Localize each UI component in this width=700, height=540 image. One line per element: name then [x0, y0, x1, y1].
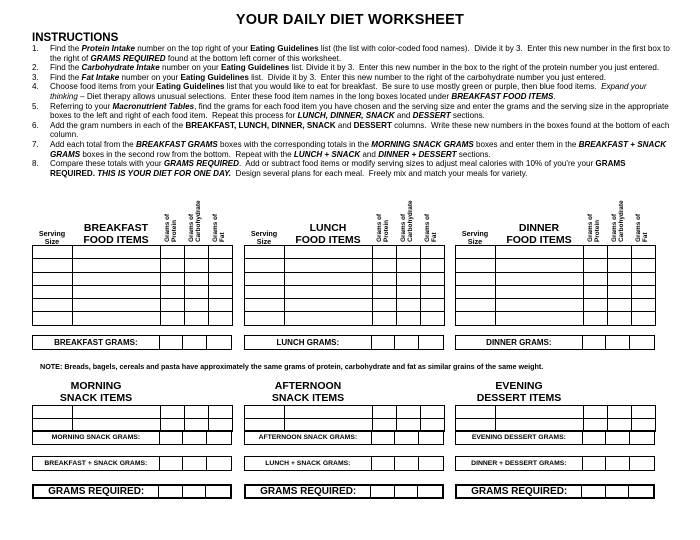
- fat-cell[interactable]: [632, 406, 656, 419]
- snack-total-row-evening: [455, 430, 655, 445]
- instruction-item: [32, 140, 672, 159]
- carb-cell[interactable]: [185, 312, 209, 325]
- carb-cell[interactable]: [397, 406, 421, 419]
- serving-size-cell[interactable]: [33, 259, 73, 272]
- table-row: [456, 285, 656, 298]
- carb-cell[interactable]: [608, 259, 632, 272]
- meal-table-dinner: [455, 245, 656, 326]
- protein-total-cell[interactable]: [583, 431, 607, 444]
- carb-cell[interactable]: [608, 312, 632, 325]
- meal-title-dinner: [495, 222, 583, 246]
- carb-cell[interactable]: [185, 246, 209, 259]
- protein-cell[interactable]: [584, 272, 608, 285]
- carb-cell[interactable]: [397, 272, 421, 285]
- fat-cell[interactable]: [421, 406, 445, 419]
- grams-protein-header: [587, 214, 601, 242]
- carb-total-cell[interactable]: [183, 336, 207, 349]
- grams-fat-header: [635, 214, 649, 242]
- combined-total-row-afternoon: [244, 456, 444, 471]
- snack-title-line2: SNACK ITEMS: [271, 392, 345, 404]
- grams-of-label: Grams of: [164, 213, 171, 242]
- table-row: [33, 259, 233, 272]
- meal-title-breakfast: [72, 222, 160, 246]
- fat-cell[interactable]: [209, 285, 233, 298]
- fat-cell[interactable]: [632, 312, 656, 325]
- table-row: [245, 246, 445, 259]
- snack-title-line2: DESSERT ITEMS: [476, 392, 562, 404]
- food-item-cell[interactable]: [73, 285, 161, 298]
- carb-required-cell[interactable]: [183, 486, 207, 497]
- food-item-cell[interactable]: [73, 272, 161, 285]
- fat-required-cell[interactable]: [629, 486, 653, 497]
- snack-title-line1: MORNING: [70, 380, 122, 392]
- fat-cell[interactable]: [632, 285, 656, 298]
- table-row: [245, 312, 445, 325]
- grams-required-row-afternoon: [244, 484, 444, 499]
- food-item-cell[interactable]: [496, 272, 584, 285]
- carb-required-cell[interactable]: [395, 486, 419, 497]
- fat-cell[interactable]: [209, 272, 233, 285]
- protein-combined-cell[interactable]: [372, 457, 396, 470]
- nutrient-label: Protein: [383, 219, 390, 242]
- fat-total-cell[interactable]: [419, 336, 443, 349]
- instruction-text: Find the Protein Intake number on the top right of your Eating Guidelines list (the list with color-coded food names). Divide it by 3. Enter this new number in the first box to the right of GRAMS REQUIRED found at the bottom left corner of this worksheet.: [50, 44, 670, 63]
- fat-cell[interactable]: [421, 272, 445, 285]
- protein-cell[interactable]: [584, 312, 608, 325]
- meal-title-line2: FOOD ITEMS: [295, 234, 361, 246]
- protein-cell[interactable]: [373, 285, 397, 298]
- snack-total-row-afternoon: [244, 430, 444, 445]
- protein-cell[interactable]: [161, 246, 185, 259]
- meal-title-line2: FOOD ITEMS: [506, 234, 572, 246]
- fat-combined-cell[interactable]: [630, 457, 654, 470]
- meal-title-lunch: [284, 222, 372, 246]
- snack-title-evening: [455, 380, 583, 404]
- instruction-number: 6.: [32, 120, 39, 130]
- food-item-cell[interactable]: [496, 285, 584, 298]
- instruction-item: [32, 121, 672, 140]
- serving-size-header: [244, 230, 284, 246]
- fat-total-cell[interactable]: [630, 431, 654, 444]
- table-row: [33, 272, 233, 285]
- serving-size-cell[interactable]: [456, 246, 496, 259]
- table-row: [33, 285, 233, 298]
- instruction-item: [32, 63, 672, 73]
- protein-cell[interactable]: [373, 312, 397, 325]
- meal-title-line2: FOOD ITEMS: [83, 234, 149, 246]
- protein-cell[interactable]: [584, 285, 608, 298]
- fat-cell[interactable]: [209, 406, 233, 419]
- table-row: [456, 272, 656, 285]
- note-text: NOTE: Breads, bagels, cereals and pasta have approximately the same grams of protein, carbohydrate and fat as similar grains of the same weight.: [40, 362, 544, 371]
- instruction-item: [32, 73, 672, 83]
- food-item-cell[interactable]: [496, 259, 584, 272]
- protein-total-cell[interactable]: [372, 336, 396, 349]
- instruction-number: 7.: [32, 139, 39, 149]
- instruction-number: 8.: [32, 159, 39, 169]
- protein-required-cell[interactable]: [582, 486, 606, 497]
- meal-total-row-breakfast: [32, 335, 232, 350]
- carb-cell[interactable]: [185, 285, 209, 298]
- carb-cell[interactable]: [608, 246, 632, 259]
- serving-size-label: Serving: [250, 229, 278, 238]
- food-item-cell[interactable]: [285, 259, 373, 272]
- protein-cell[interactable]: [373, 259, 397, 272]
- instruction-text: Choose food items from your Eating Guidelines list that you would like to eat for breakfast. Be sure to use mostly green or purple, then blue food items. Expand your thinking – Diet therapy allows unusual selections. Enter these food item names in the long boxes located under BREAKFAST FOOD ITEMS.: [50, 82, 647, 101]
- serving-size-cell[interactable]: [456, 259, 496, 272]
- fat-required-cell[interactable]: [418, 486, 442, 497]
- serving-size-cell[interactable]: [456, 299, 496, 312]
- grams-of-label: Grams of: [424, 213, 431, 242]
- food-item-cell[interactable]: [285, 299, 373, 312]
- food-item-cell[interactable]: [285, 312, 373, 325]
- nutrient-label: Protein: [594, 219, 601, 242]
- instruction-item: [32, 82, 672, 101]
- grams-required-row-morning: [32, 484, 232, 499]
- grams-of-label: Grams of: [587, 213, 594, 242]
- table-row: [456, 312, 656, 325]
- protein-cell[interactable]: [584, 299, 608, 312]
- carb-required-cell[interactable]: [606, 486, 630, 497]
- size-label: Size: [256, 237, 272, 246]
- table-row: [33, 299, 233, 312]
- table-row: [456, 299, 656, 312]
- fat-cell[interactable]: [632, 299, 656, 312]
- table-row: [245, 272, 445, 285]
- protein-total-cell[interactable]: [160, 336, 184, 349]
- serving-size-header: [32, 230, 72, 246]
- serving-size-cell[interactable]: [33, 285, 73, 298]
- serving-size-cell[interactable]: [245, 299, 285, 312]
- carb-combined-cell[interactable]: [606, 457, 630, 470]
- grams-required-label: GRAMS REQUIRED:: [246, 486, 371, 497]
- serving-size-cell[interactable]: [456, 312, 496, 325]
- instruction-number: 1.: [32, 44, 39, 53]
- combined-total-label: DINNER + DESSERT GRAMS:: [456, 457, 583, 470]
- carb-cell[interactable]: [608, 406, 632, 419]
- snack-total-label: MORNING SNACK GRAMS:: [33, 431, 160, 444]
- table-row: [33, 312, 233, 325]
- snack-total-label: AFTERNOON SNACK GRAMS:: [245, 431, 372, 444]
- snack-total-row-morning: [32, 430, 232, 445]
- fat-total-cell[interactable]: [419, 431, 443, 444]
- size-label: Size: [44, 237, 60, 246]
- snack-table-evening: [455, 405, 656, 432]
- serving-size-cell[interactable]: [456, 406, 496, 419]
- carb-total-cell[interactable]: [395, 336, 419, 349]
- fat-total-cell[interactable]: [207, 336, 231, 349]
- instruction-text: Find the Fat Intake number on your Eating Guidelines list. Divide it by 3. Enter this new number to the right of the carbohydrate number you just entered.: [50, 72, 607, 82]
- fat-cell[interactable]: [632, 259, 656, 272]
- nutrient-label: Carbohydrate: [618, 200, 625, 242]
- grams-carb-header: [400, 200, 414, 242]
- food-item-cell[interactable]: [285, 406, 373, 419]
- food-item-cell[interactable]: [496, 246, 584, 259]
- protein-cell[interactable]: [584, 259, 608, 272]
- meal-total-label: BREAKFAST GRAMS:: [33, 336, 160, 349]
- carb-total-cell[interactable]: [606, 431, 630, 444]
- serving-size-cell[interactable]: [33, 272, 73, 285]
- meal-total-row-lunch: [244, 335, 444, 350]
- carb-total-cell[interactable]: [395, 431, 419, 444]
- protein-total-cell[interactable]: [160, 431, 184, 444]
- instruction-text: Add each total from the BREAKFAST GRAMS boxes with the corresponding totals in the MORNING SNACK GRAMS boxes and enter them in the BREAKFAST + SNACK GRAMS boxes in the second row from the bottom. Repeat with the LUNCH + SNACK and DINNER + DESSERT sections.: [50, 139, 667, 159]
- serving-size-cell[interactable]: [245, 272, 285, 285]
- meal-title-line1: DINNER: [518, 222, 560, 234]
- instruction-item: [32, 102, 672, 121]
- grams-carb-header: [611, 200, 625, 242]
- protein-cell[interactable]: [161, 312, 185, 325]
- protein-total-cell[interactable]: [583, 336, 607, 349]
- meal-title-line1: LUNCH: [309, 222, 347, 234]
- table-row: [245, 299, 445, 312]
- instruction-text: Find the Carbohydrate Intake number on your Eating Guidelines list. Divide it by 3. Enter this new number in the box to the right of the protein number you just entered.: [50, 63, 660, 73]
- fat-cell[interactable]: [209, 299, 233, 312]
- combined-total-label: LUNCH + SNACK GRAMS:: [245, 457, 372, 470]
- instruction-item: [32, 159, 672, 178]
- meal-table-lunch: [244, 245, 445, 326]
- nutrient-label: Carbohydrate: [407, 200, 414, 242]
- food-item-cell[interactable]: [73, 259, 161, 272]
- protein-required-cell[interactable]: [371, 486, 395, 497]
- food-item-cell[interactable]: [496, 406, 584, 419]
- food-item-cell[interactable]: [73, 312, 161, 325]
- table-row: [456, 246, 656, 259]
- table-row: [33, 406, 233, 419]
- instruction-number: 3.: [32, 72, 39, 82]
- grams-carb-header: [188, 200, 202, 242]
- protein-total-cell[interactable]: [372, 431, 396, 444]
- food-item-cell[interactable]: [496, 299, 584, 312]
- serving-size-cell[interactable]: [33, 312, 73, 325]
- instruction-text: Compare these totals with your GRAMS REQUIRED. Add or subtract food items or modify serving sizes to adjust meal calories with 10% of you're your GRAMS REQUIRED. THIS IS YOUR DIET FOR ONE DAY. Design several plans for each meal. Freely mix and match your meals for variety.: [50, 159, 626, 178]
- table-row: [456, 406, 656, 419]
- protein-cell[interactable]: [161, 285, 185, 298]
- meal-total-row-dinner: [455, 335, 655, 350]
- food-item-cell[interactable]: [73, 299, 161, 312]
- instruction-number: 5.: [32, 101, 39, 111]
- fat-cell[interactable]: [632, 272, 656, 285]
- fat-cell[interactable]: [421, 259, 445, 272]
- grams-of-label: Grams of: [635, 213, 642, 242]
- table-row: [33, 246, 233, 259]
- carb-cell[interactable]: [397, 299, 421, 312]
- grams-of-label: Grams of: [611, 213, 618, 242]
- instruction-number: 2.: [32, 63, 39, 73]
- serving-size-cell[interactable]: [245, 312, 285, 325]
- snack-title-line1: EVENING: [495, 380, 543, 392]
- nutrient-label: Carbohydrate: [195, 200, 202, 242]
- serving-size-cell[interactable]: [456, 285, 496, 298]
- nutrient-label: Fat: [642, 232, 649, 242]
- grams-of-label: Grams of: [400, 213, 407, 242]
- nutrient-label: Fat: [219, 232, 226, 242]
- serving-size-cell[interactable]: [33, 246, 73, 259]
- serving-size-cell[interactable]: [33, 299, 73, 312]
- protein-cell[interactable]: [584, 406, 608, 419]
- grams-required-row-evening: [455, 484, 655, 499]
- instruction-text: Add the gram numbers in each of the BREAKFAST, LUNCH, DINNER, SNACK and DESSERT columns. Write these new numbers in the boxes found at the bottom of each column.: [50, 120, 670, 140]
- carb-cell[interactable]: [185, 299, 209, 312]
- carb-cell[interactable]: [185, 272, 209, 285]
- fat-total-cell[interactable]: [207, 431, 231, 444]
- serving-size-cell[interactable]: [245, 259, 285, 272]
- instruction-item: [32, 44, 672, 63]
- serving-size-cell[interactable]: [245, 406, 285, 419]
- protein-cell[interactable]: [161, 272, 185, 285]
- fat-cell[interactable]: [421, 312, 445, 325]
- meal-total-label: LUNCH GRAMS:: [245, 336, 372, 349]
- serving-size-label: Serving: [461, 229, 489, 238]
- protein-cell[interactable]: [373, 246, 397, 259]
- carb-cell[interactable]: [608, 272, 632, 285]
- combined-total-row-morning: [32, 456, 232, 471]
- fat-total-cell[interactable]: [630, 336, 654, 349]
- serving-size-label: Serving: [38, 229, 66, 238]
- meal-total-label: DINNER GRAMS:: [456, 336, 583, 349]
- food-item-cell[interactable]: [285, 285, 373, 298]
- grams-protein-header: [164, 214, 178, 242]
- food-item-cell[interactable]: [285, 246, 373, 259]
- fat-cell[interactable]: [421, 299, 445, 312]
- fat-cell[interactable]: [209, 259, 233, 272]
- fat-cell[interactable]: [209, 246, 233, 259]
- protein-cell[interactable]: [161, 259, 185, 272]
- table-row: [245, 406, 445, 419]
- fat-cell[interactable]: [421, 285, 445, 298]
- snack-title-afternoon: [244, 380, 372, 404]
- snack-title-line1: AFTERNOON: [274, 380, 342, 392]
- food-item-cell[interactable]: [73, 246, 161, 259]
- serving-size-cell[interactable]: [245, 285, 285, 298]
- serving-size-cell[interactable]: [245, 246, 285, 259]
- protein-combined-cell[interactable]: [160, 457, 184, 470]
- instructions-heading: INSTRUCTIONS: [32, 32, 119, 44]
- snack-title-morning: [32, 380, 160, 404]
- nutrient-label: Fat: [431, 232, 438, 242]
- grams-fat-header: [212, 214, 226, 242]
- instructions-list: [32, 44, 672, 178]
- carb-total-cell[interactable]: [606, 336, 630, 349]
- fat-cell[interactable]: [632, 246, 656, 259]
- food-item-cell[interactable]: [496, 312, 584, 325]
- carb-cell[interactable]: [397, 285, 421, 298]
- carb-cell[interactable]: [397, 246, 421, 259]
- food-item-cell[interactable]: [285, 272, 373, 285]
- carb-cell[interactable]: [608, 299, 632, 312]
- table-row: [456, 259, 656, 272]
- fat-cell[interactable]: [421, 246, 445, 259]
- protein-cell[interactable]: [373, 272, 397, 285]
- carb-combined-cell[interactable]: [395, 457, 419, 470]
- protein-cell[interactable]: [373, 406, 397, 419]
- food-item-cell[interactable]: [73, 406, 161, 419]
- instruction-number: 4.: [32, 82, 39, 92]
- grams-protein-header: [376, 214, 390, 242]
- snack-title-line2: SNACK ITEMS: [59, 392, 133, 404]
- fat-required-cell[interactable]: [206, 486, 230, 497]
- carb-cell[interactable]: [185, 406, 209, 419]
- snack-table-afternoon: [244, 405, 445, 432]
- serving-size-cell[interactable]: [33, 406, 73, 419]
- carb-cell[interactable]: [397, 312, 421, 325]
- grams-of-label: Grams of: [376, 213, 383, 242]
- carb-cell[interactable]: [185, 259, 209, 272]
- protein-combined-cell[interactable]: [583, 457, 607, 470]
- carb-combined-cell[interactable]: [183, 457, 207, 470]
- serving-size-cell[interactable]: [456, 272, 496, 285]
- carb-cell[interactable]: [397, 259, 421, 272]
- size-label: Size: [467, 237, 483, 246]
- protein-cell[interactable]: [373, 299, 397, 312]
- meal-table-breakfast: [32, 245, 233, 326]
- page-title: YOUR DAILY DIET WORKSHEET: [235, 12, 465, 28]
- protein-cell[interactable]: [161, 299, 185, 312]
- snack-total-label: EVENING DESSERT GRAMS:: [456, 431, 583, 444]
- combined-total-label: BREAKFAST + SNACK GRAMS:: [33, 457, 160, 470]
- grams-of-label: Grams of: [212, 213, 219, 242]
- protein-cell[interactable]: [584, 246, 608, 259]
- carb-total-cell[interactable]: [183, 431, 207, 444]
- snack-table-morning: [32, 405, 233, 432]
- table-row: [245, 285, 445, 298]
- meal-title-line1: BREAKFAST: [83, 222, 149, 234]
- fat-cell[interactable]: [209, 312, 233, 325]
- fat-combined-cell[interactable]: [419, 457, 443, 470]
- grams-required-label: GRAMS REQUIRED:: [457, 486, 582, 497]
- fat-combined-cell[interactable]: [207, 457, 231, 470]
- serving-size-header: [455, 230, 495, 246]
- nutrient-label: Protein: [171, 219, 178, 242]
- carb-cell[interactable]: [608, 285, 632, 298]
- instruction-text: Referring to your Macronutrient Tables, find the grams for each food item you have chosen and the serving size and enter the grams and the serving size in the appropriate boxes to the left and right of each food item. Repeat this process for LUNCH, DINNER, SNACK and DESSERT sections.: [50, 101, 669, 121]
- combined-total-row-evening: [455, 456, 655, 471]
- grams-of-label: Grams of: [188, 213, 195, 242]
- grams-fat-header: [424, 214, 438, 242]
- protein-required-cell[interactable]: [159, 486, 183, 497]
- grams-required-label: GRAMS REQUIRED:: [34, 486, 159, 497]
- table-row: [245, 259, 445, 272]
- protein-cell[interactable]: [161, 406, 185, 419]
